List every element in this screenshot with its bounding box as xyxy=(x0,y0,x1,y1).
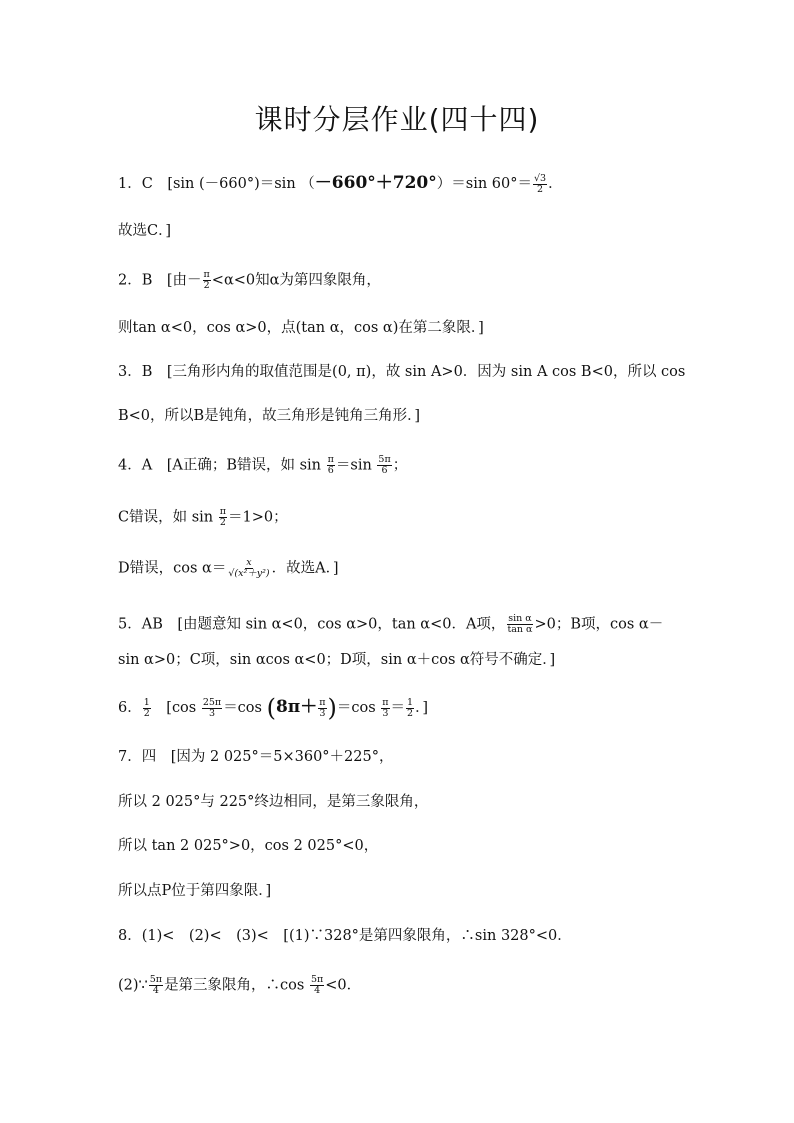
fraction xyxy=(327,455,335,476)
fraction xyxy=(406,698,414,719)
numerator: x xyxy=(246,557,252,568)
answer-7-line-3: 所以 tan 2 025°>0，cos 2 025°<0， xyxy=(118,838,379,854)
numerator: π xyxy=(203,269,210,280)
denominator: 4 xyxy=(314,985,321,996)
denominator: 4 xyxy=(152,985,159,996)
fraction xyxy=(143,698,151,719)
fraction xyxy=(310,975,324,996)
fraction xyxy=(149,975,163,996)
denominator: 2 xyxy=(143,707,150,719)
denominator: 3 xyxy=(319,707,326,719)
denominator: 2 xyxy=(407,707,414,719)
denominator: √(x²＋y²) xyxy=(228,568,270,579)
numerator: 5π xyxy=(149,974,163,985)
numerator: 5π xyxy=(378,454,391,465)
answer-4-line-3: D错误，cos α＝ $\frac{x}{\text{√(x²＋y²)}}$ ．故选A．] xyxy=(118,557,339,579)
numerator: π xyxy=(219,506,226,517)
answer-5-line-2: sin α>0；C项，sin αcos α<0；D项，sin α＋cos α符号不确定．] xyxy=(118,652,556,668)
numerator: √3 xyxy=(534,172,547,184)
denominator: 6 xyxy=(327,465,334,476)
fraction xyxy=(533,174,547,195)
fraction xyxy=(318,698,326,719)
answer-5-line-1: 5．AB [由题意知 sin α<0，cos α>0，tan α<0．A项， $\frac{\text{sin α}}{\text{tan α}}$ >0；B项，cos α－ xyxy=(118,613,664,635)
numerator: 5π xyxy=(310,974,324,985)
answer-7-line-1: 7．四 [因为 2 025°＝5×360°＋225°， xyxy=(118,749,394,765)
denominator: 6 xyxy=(381,465,388,476)
fraction xyxy=(381,698,389,719)
numerator: sin α xyxy=(508,613,532,624)
answer-1-line-2: 故选C．] xyxy=(118,223,172,239)
answer-4-line-1: 4．A [A正确；B错误，如 sin $\frac{\pi}{6}$ ＝sin $\frac{5\pi}{6}$ ； xyxy=(118,454,408,476)
answer-1-line-1: 1．C [sin (－660°)＝sin （－660°＋720°）＝sin 60°＝ $\frac{√3}{2}$ ． xyxy=(118,172,563,195)
denominator: tan α xyxy=(507,624,533,635)
numerator: 1 xyxy=(143,696,150,708)
answer-2-line-2: 则tan α<0，cos α>0，点(tan α，cos α)在第二象限．] xyxy=(118,320,484,336)
numerator: 25π xyxy=(202,696,222,708)
answer-4-line-2: C错误，如 sin $\frac{\pi}{2}$ ＝1>0； xyxy=(118,506,288,528)
fraction xyxy=(203,270,211,291)
page-title: 课时分层作业(四十四) xyxy=(254,103,540,136)
denominator: 2 xyxy=(203,280,210,291)
answer-7-line-4: 所以点P位于第四象限．] xyxy=(118,883,272,899)
answer-3-line-2: B<0，所以B是钝角，故三角形是钝角三角形．] xyxy=(118,408,421,424)
denominator: 2 xyxy=(219,517,226,528)
fraction xyxy=(506,614,533,635)
denominator: 3 xyxy=(382,707,389,719)
numerator: π xyxy=(327,454,334,465)
answer-2-line-1: 2．B [由－ $\frac{\pi}{2}$ <α<0知α为第四象限角， xyxy=(118,269,381,291)
fraction xyxy=(202,698,222,719)
answer-8-line-2: (2)∵ $\frac{5\pi}{4}$ 是第三象限角，∴cos $\frac{5\pi}{4}$ <0． xyxy=(118,974,362,996)
fraction xyxy=(377,455,391,476)
fraction xyxy=(219,507,227,528)
numerator: 1 xyxy=(407,696,414,708)
answer-6-line-1: 6． $\frac{1}{2}$ [cos $\frac{25\pi}{3}$ ＝cos (8π＋ $\frac{\pi}{3}$ )＝cos $\frac{\pi}{3}$ ＝ $\frac{1}{2}$ ．] xyxy=(118,694,428,722)
denominator: 3 xyxy=(208,707,216,719)
answer-8-line-1: 8．(1)< (2)< (3)< [(1)∵328°是第四象限角，∴sin 328°<0． xyxy=(118,928,572,944)
denominator: 2 xyxy=(537,183,544,195)
answer-7-line-2: 所以 2 025°与 225°终边相同，是第三象限角， xyxy=(118,794,429,810)
numerator: π xyxy=(382,696,389,708)
numerator: π xyxy=(319,696,326,708)
fraction xyxy=(227,558,270,579)
answer-3-line-1: 3．B [三角形内角的取值范围是(0, π)，故 sin A>0．因为 sin A cos B<0，所以 cos xyxy=(118,364,686,380)
